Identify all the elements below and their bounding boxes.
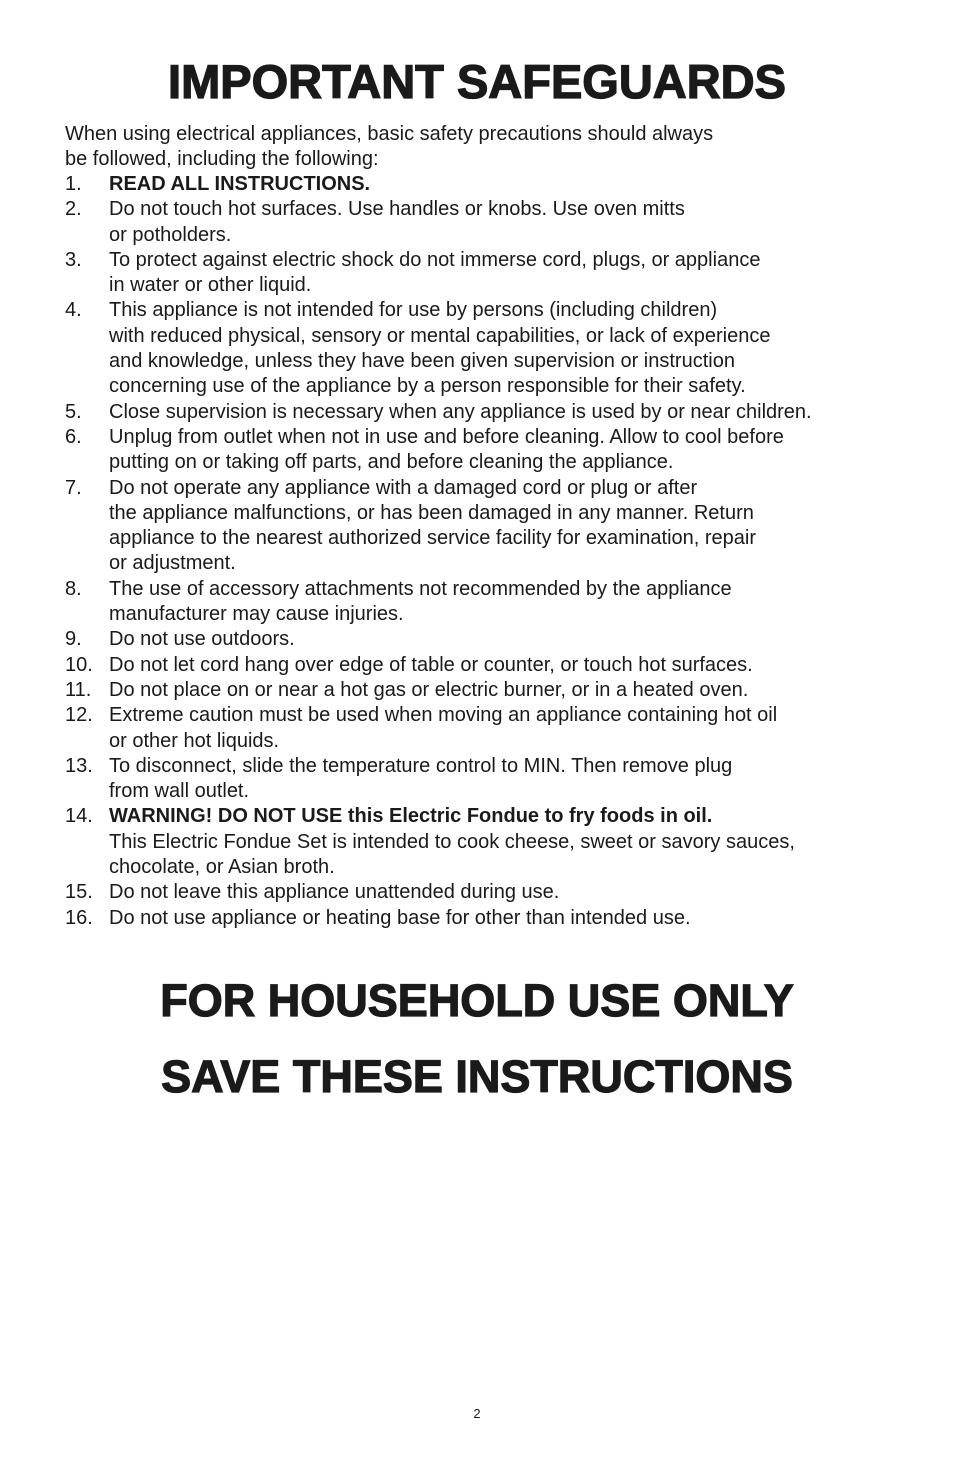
list-item-text: the appliance malfunctions, or has been damaged in any manner. Return [109, 501, 754, 524]
list-item-text: Do not leave this appliance unattended during use. [109, 881, 560, 904]
list-item [65, 678, 905, 703]
list-item-number: 6. [65, 425, 82, 448]
list-item-number: 14. [65, 805, 93, 828]
list-item-text: Do not use appliance or heating base for other than intended use. [109, 906, 691, 929]
list-item-number: 10. [65, 653, 93, 676]
list-item-text: in water or other liquid. [109, 274, 312, 297]
list-item-number: 15. [65, 881, 93, 904]
list-item-number: 3. [65, 248, 82, 271]
list-item [65, 577, 905, 628]
intro-line: be followed, including the following: [65, 148, 379, 171]
household-use-heading: FOR HOUSEHOLD USE ONLY [160, 975, 794, 1026]
list-item [65, 425, 905, 476]
list-item-text: and knowledge, unless they have been given supervision or instruction [109, 350, 735, 373]
list-item-text: putting on or taking off parts, and before cleaning the appliance. [109, 451, 674, 474]
list-item [65, 653, 905, 678]
list-item-number: 11. [65, 678, 92, 701]
list-item-text: This appliance is not intended for use by persons (including children) [109, 299, 718, 322]
list-item [65, 804, 905, 880]
list-item-number: 1. [65, 173, 82, 195]
list-item-text: To protect against electric shock do not immerse cord, plugs, or appliance [109, 248, 761, 271]
list-item-text: Extreme caution must be used when moving an appliance containing hot oil [109, 704, 778, 727]
list-item [65, 476, 905, 577]
safeguards-list [65, 172, 905, 931]
list-item-text: Do not let cord hang over edge of table or counter, or touch hot surfaces. [109, 653, 753, 676]
list-item-number: 16. [65, 906, 93, 929]
list-item-text: or adjustment. [109, 552, 236, 575]
list-item-text: with reduced physical, sensory or mental capabilities, or lack of experience [109, 324, 771, 347]
list-item-text: concerning use of the appliance by a person responsible for their safety. [109, 375, 746, 398]
list-item-text: Unplug from outlet when not in use and before cleaning. Allow to cool before [109, 425, 784, 448]
list-item [65, 197, 905, 248]
intro-line: When using electrical appliances, basic safety precautions should always [65, 123, 714, 145]
list-item-text: Do not place on or near a hot gas or electric burner, or in a heated oven. [109, 678, 749, 701]
list-item-text: Do not use outdoors. [109, 628, 295, 651]
list-item-number: 12. [65, 704, 93, 727]
list-item [65, 172, 905, 197]
page-title: IMPORTANT SAFEGUARDS [168, 55, 786, 108]
list-item-text: or potholders. [109, 223, 232, 246]
list-item-text: This Electric Fondue Set is intended to cook cheese, sweet or savory sauces, [109, 830, 795, 853]
list-item-number: 8. [65, 577, 82, 600]
list-item [65, 880, 905, 905]
list-item [65, 703, 905, 754]
list-item-text: Do not operate any appliance with a damaged cord or plug or after [109, 476, 698, 499]
list-item-text: READ ALL INSTRUCTIONS. [109, 173, 371, 195]
list-item-text: manufacturer may cause injuries. [109, 603, 404, 626]
save-instructions-heading: SAVE THESE INSTRUCTIONS [161, 1051, 793, 1102]
list-item-text: Do not touch hot surfaces. Use handles or knobs. Use oven mitts [109, 198, 685, 221]
list-item [65, 627, 905, 652]
list-item [65, 248, 905, 299]
list-item-text: To disconnect, slide the temperature control to MIN. Then remove plug [109, 754, 733, 777]
list-item-text: WARNING! DO NOT USE this Electric Fondue to fry foods in oil. [109, 805, 713, 828]
list-item-number: 4. [65, 299, 82, 322]
list-item-text: chocolate, or Asian broth. [109, 856, 335, 879]
list-item-number: 2. [65, 198, 82, 221]
list-item-text: or other hot liquids. [109, 729, 280, 752]
intro-paragraph [65, 122, 905, 173]
list-item-text: Close supervision is necessary when any appliance is used by or near children. [109, 400, 812, 423]
page-number: 2 [473, 1406, 481, 1421]
list-item-number: 5. [65, 400, 82, 423]
list-item-text: appliance to the nearest authorized service facility for examination, repair [109, 527, 757, 550]
list-item-number: 7. [65, 476, 82, 499]
list-item [65, 400, 905, 425]
list-item [65, 298, 905, 399]
list-item-number: 13. [65, 754, 93, 777]
list-item-text: The use of accessory attachments not recommended by the appliance [109, 577, 732, 600]
list-item [65, 754, 905, 805]
list-item-number: 9. [65, 628, 82, 651]
list-item [65, 906, 905, 931]
list-item-text: from wall outlet. [109, 780, 250, 803]
